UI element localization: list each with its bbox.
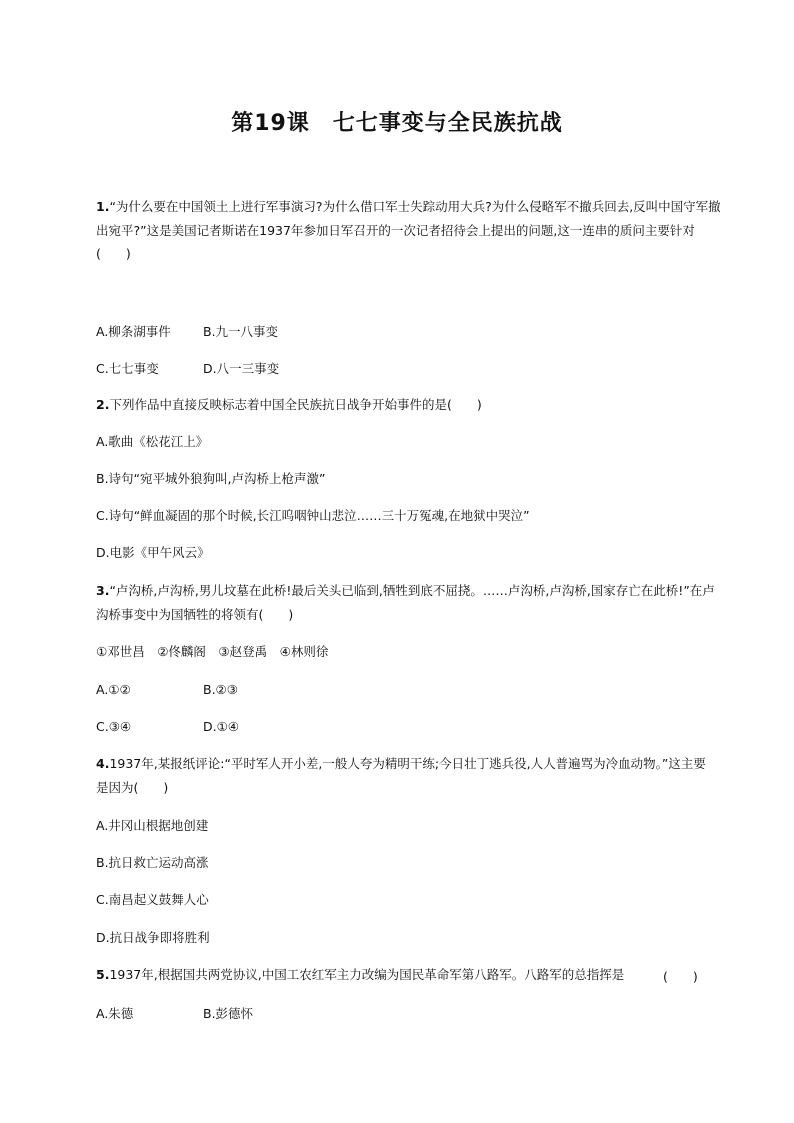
question-2-option-d[interactable]: D.电影《甲午风云》 — [96, 545, 210, 560]
option-a[interactable]: A.①② — [96, 682, 131, 697]
question-3-options-row-1 — [96, 682, 238, 697]
question-2-text: 下列作品中直接反映标志着中国全民族抗日战争开始事件的是( ) — [109, 397, 482, 412]
question-3-options-row-2 — [96, 719, 239, 734]
question-4-line-1 — [96, 756, 706, 772]
option-b[interactable]: B.彭德怀 — [203, 1006, 254, 1021]
question-2-number: 2. — [96, 397, 110, 412]
question-1-line-3: ( ) — [96, 246, 131, 261]
question-1-number: 1. — [96, 199, 110, 214]
option-a[interactable]: A.柳条湖事件 — [96, 324, 171, 339]
option-b[interactable]: B.九一八事变 — [203, 324, 279, 339]
question-3-number: 3. — [96, 583, 110, 598]
option-c[interactable]: C.七七事变 — [96, 361, 159, 376]
option-c[interactable]: C.③④ — [96, 719, 132, 734]
question-5-line-1 — [96, 967, 624, 983]
question-2-line-1 — [96, 397, 482, 413]
question-2-option-b[interactable]: B.诗句“宛平城外狼狗叫,卢沟桥上枪声激” — [96, 471, 326, 486]
question-1-options-row-2 — [96, 359, 279, 377]
question-3-items: ①邓世昌 ②佟麟阁 ③赵登禹 ④林则徐 — [96, 644, 329, 659]
question-5-options-row-1 — [96, 1004, 253, 1022]
question-2-option-a[interactable]: A.歌曲《松花江上》 — [96, 434, 209, 449]
option-d[interactable]: D.①④ — [203, 719, 240, 734]
question-4-option-a[interactable]: A.井冈山根据地创建 — [96, 818, 209, 833]
question-4-option-b[interactable]: B.抗日救亡运动高涨 — [96, 855, 209, 870]
question-5-answer-parens: ( ) — [663, 969, 698, 984]
question-4-text: 1937年,某报纸评论:“平时军人开小差,一般人夸为精明干练;今日壮丁逃兵役,人人普遍骂为冷血动物。”这主要 — [109, 756, 706, 771]
question-1-options-row-1 — [96, 322, 278, 340]
question-1-line-1 — [96, 199, 721, 215]
option-b[interactable]: B.②③ — [203, 682, 238, 697]
question-2-option-c[interactable]: C.诗句“鲜血凝固的那个时候,长江呜咽钟山悲泣……三十万冤魂,在地狱中哭泣” — [96, 508, 530, 523]
question-3-text: “卢沟桥,卢沟桥,男儿坟墓在此桥!最后关头已临到,牺牲到底不屈挠。……卢沟桥,卢沟桥,国家存亡在此桥!”在卢 — [109, 583, 715, 598]
question-3-line-2: 沟桥事变中为国牺牲的将领有( ) — [96, 607, 294, 622]
question-1-line-2: 出宛平?”这是美国记者斯诺在1937年参加日军召开的一次记者招待会上提出的问题,这一连串的质问主要针对 — [96, 223, 695, 238]
page-title: 第19课 七七事变与全民族抗战 — [231, 111, 563, 136]
question-5-number: 5. — [96, 967, 110, 982]
question-4-number: 4. — [96, 756, 110, 771]
question-4-option-d[interactable]: D.抗日战争即将胜利 — [96, 930, 210, 945]
option-a[interactable]: A.朱德 — [96, 1006, 134, 1021]
question-5-text: 1937年,根据国共两党协议,中国工农红军主力改编为国民革命军第八路军。八路军的总指挥是 — [109, 967, 625, 982]
question-3-line-1 — [96, 583, 715, 599]
question-4-line-2: 是因为( ) — [96, 780, 169, 795]
question-1-text: “为什么要在中国领土上进行军事演习?为什么借口军士失踪动用大兵?为什么侵略军不撤兵回去,反叫中国守军撤 — [109, 199, 721, 214]
question-4-option-c[interactable]: C.南昌起义鼓舞人心 — [96, 892, 209, 907]
option-d[interactable]: D.八一三事变 — [203, 361, 280, 376]
